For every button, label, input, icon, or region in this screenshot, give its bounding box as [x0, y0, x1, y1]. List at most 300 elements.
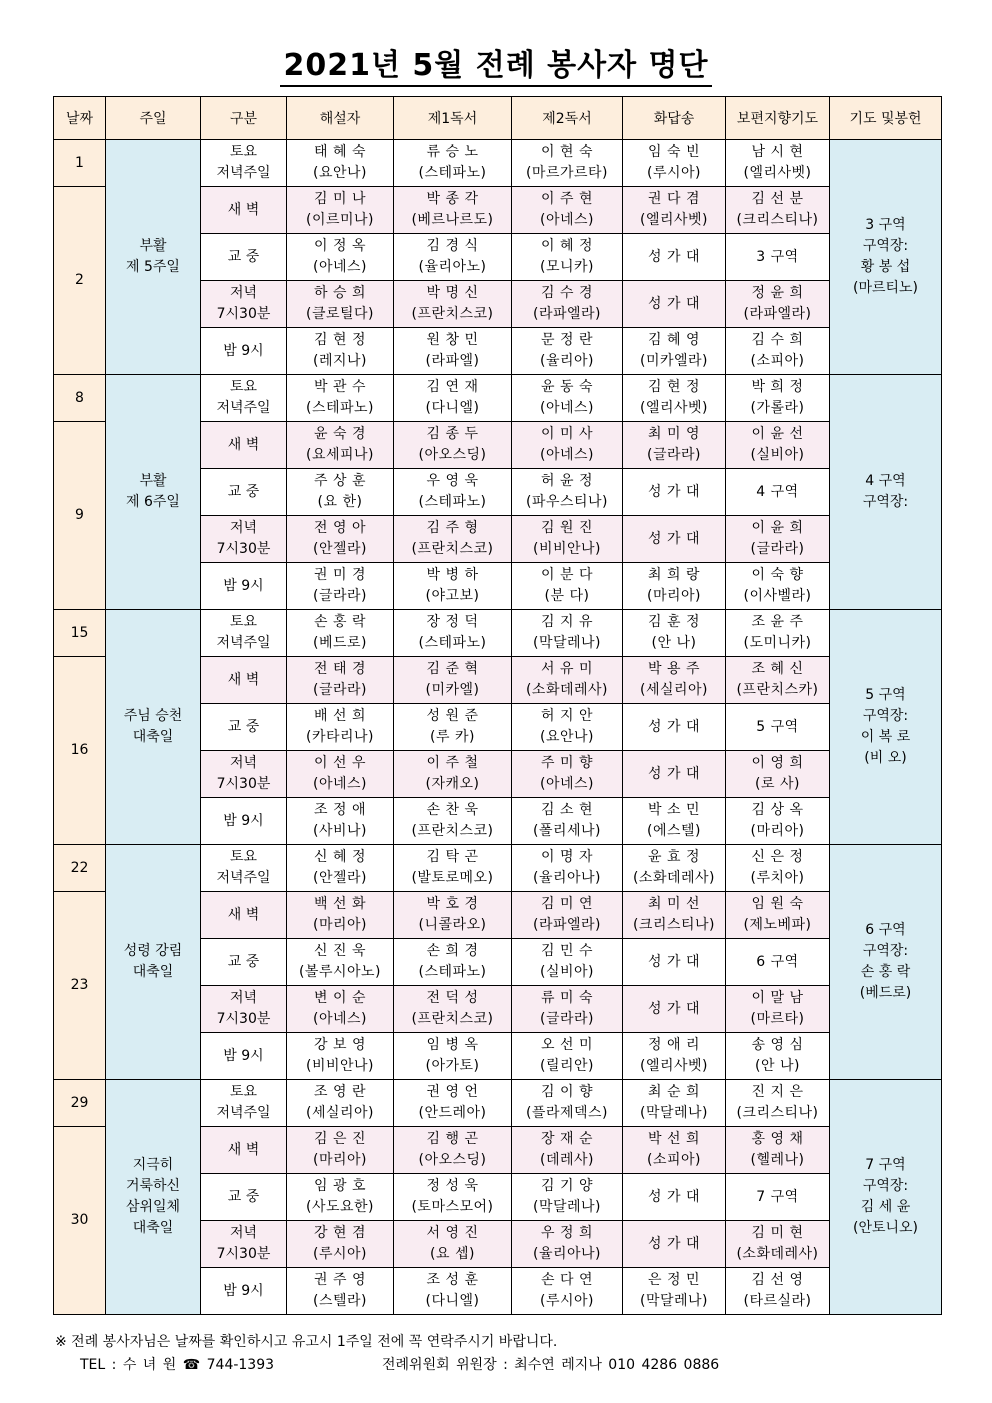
line: 김 혜 영 — [648, 332, 700, 348]
line: 7 구역 — [865, 1157, 906, 1173]
line: (라파엘라) — [532, 917, 602, 933]
reading1-cell — [394, 1080, 512, 1127]
line: 부활 — [139, 238, 167, 254]
line: (베르나르도) — [411, 212, 494, 228]
line: 이 복 로 — [860, 729, 911, 745]
reading2-cell — [512, 469, 623, 516]
line: (크리스티나) — [736, 1105, 819, 1121]
commentator-cell — [287, 563, 394, 610]
line: 박 종 각 — [426, 191, 479, 207]
psalm-cell — [623, 610, 726, 657]
reading1-cell — [394, 986, 512, 1033]
line: (라파엘) — [425, 353, 480, 369]
line: (엘리사벳) — [743, 165, 812, 181]
line: (소피아) — [647, 1152, 701, 1168]
line: 손 홍 락 — [314, 614, 366, 630]
gubun-cell — [201, 234, 287, 281]
line: 김 기 양 — [541, 1178, 593, 1194]
reading2-cell — [512, 1174, 623, 1221]
reading2-cell — [512, 1127, 623, 1174]
reading1-cell — [394, 610, 512, 657]
reading2-cell — [512, 939, 623, 986]
line: 장 재 순 — [541, 1131, 593, 1147]
line: (사도요한) — [305, 1199, 375, 1215]
line: (요세피나) — [305, 447, 375, 463]
date-cell: 9 — [54, 422, 106, 610]
line: (프란치스코) — [411, 541, 494, 557]
line: 김 현 정 — [648, 379, 700, 395]
header-row — [54, 97, 942, 140]
line: 허 윤 정 — [541, 473, 593, 489]
commentator-cell — [287, 1174, 394, 1221]
line: 성 가 대 — [648, 295, 700, 312]
offering-cell — [830, 375, 942, 610]
line: 토요 — [229, 614, 258, 630]
line: (가롤라) — [750, 400, 805, 416]
psalm-cell — [623, 1127, 726, 1174]
line: (아네스) — [540, 400, 594, 416]
line: (스테파노) — [305, 400, 375, 416]
intercessions-cell — [726, 1033, 830, 1080]
psalm-cell — [623, 469, 726, 516]
line: (다니엘) — [425, 1293, 480, 1309]
line: 6 구역 — [756, 953, 799, 970]
commentator-cell — [287, 328, 394, 375]
psalm-cell — [623, 1268, 726, 1315]
line: 저녁 — [229, 990, 258, 1006]
line: 원 창 민 — [426, 332, 479, 348]
line: 저녁주일 — [216, 870, 271, 886]
line: 김 탁 곤 — [426, 849, 479, 865]
reading1-cell — [394, 422, 512, 469]
reading2-cell — [512, 657, 623, 704]
psalm-cell — [623, 234, 726, 281]
reading1-cell — [394, 375, 512, 422]
line: (스테파노) — [418, 494, 487, 510]
line: (비 오) — [864, 750, 907, 766]
reading1-cell — [394, 234, 512, 281]
line: 7시30분 — [216, 1246, 271, 1262]
line: (실비아) — [750, 447, 805, 463]
date-cell: 1 — [54, 140, 106, 187]
line: (세실리아) — [305, 1105, 375, 1121]
line: (실비아) — [540, 964, 594, 980]
psalm-cell — [623, 422, 726, 469]
line: (루시아) — [313, 1246, 367, 1262]
reading1-cell — [394, 1268, 512, 1315]
line: 7시30분 — [216, 541, 271, 557]
psalm-cell — [623, 140, 726, 187]
commentator-cell — [287, 422, 394, 469]
offering-cell — [830, 845, 942, 1080]
line: 6 구역 — [865, 922, 906, 938]
line: (제노베파) — [743, 917, 812, 933]
line: 김 원 진 — [541, 520, 593, 536]
line: (엘리사벳) — [639, 400, 709, 416]
line: 이 영 희 — [751, 755, 804, 771]
date-cell: 8 — [54, 375, 106, 422]
psalm-cell — [623, 704, 726, 751]
gubun-cell — [201, 281, 287, 328]
reading1-cell — [394, 563, 512, 610]
line: (프란치스코) — [411, 823, 494, 839]
reading2-cell — [512, 798, 623, 845]
line: (요안나) — [313, 165, 367, 181]
line: 밤 9시 — [223, 577, 264, 594]
line: (릴리안) — [540, 1058, 594, 1074]
line: 새 벽 — [227, 1141, 260, 1158]
line: (요안나) — [540, 729, 594, 745]
line: 신 은 정 — [751, 849, 804, 865]
line: 이 미 사 — [541, 426, 593, 442]
line: (마르타) — [750, 1011, 805, 1027]
gubun-cell — [201, 1080, 287, 1127]
line: (아네스) — [313, 776, 367, 792]
line: (플라제덱스) — [525, 1105, 609, 1121]
psalm-cell — [623, 845, 726, 892]
line: (안젤라) — [313, 541, 367, 557]
line: 구역장: — [862, 1178, 909, 1194]
psalm-cell — [623, 1033, 726, 1080]
line: 백 선 화 — [314, 896, 366, 912]
line: (안 나) — [755, 1058, 800, 1074]
line: 김 수 경 — [541, 285, 593, 301]
gubun-cell — [201, 1127, 287, 1174]
gubun-cell — [201, 751, 287, 798]
reading2-cell — [512, 610, 623, 657]
line: 구역장: — [862, 943, 909, 959]
date-cell: 16 — [54, 657, 106, 845]
sunday-cell — [106, 610, 201, 845]
line: (안드레아) — [418, 1105, 487, 1121]
reading1-cell — [394, 845, 512, 892]
gubun-cell — [201, 563, 287, 610]
line: (분 다) — [544, 588, 590, 604]
line: (데레사) — [540, 1152, 594, 1168]
line: (글라라) — [313, 682, 367, 698]
line: (사비나) — [313, 823, 367, 839]
line: (베드로) — [313, 635, 367, 651]
line: 우 정 희 — [541, 1225, 593, 1241]
line: 구역장: — [862, 708, 909, 724]
line: 진 지 은 — [751, 1084, 804, 1100]
line: 손 다 연 — [541, 1272, 593, 1288]
commentator-cell — [287, 751, 394, 798]
reading2-cell — [512, 187, 623, 234]
line: (마리아) — [313, 1152, 367, 1168]
line: 윤 숙 경 — [314, 426, 366, 442]
psalm-cell — [623, 751, 726, 798]
line: (스테파노) — [418, 165, 487, 181]
line: 김 훈 정 — [648, 614, 700, 630]
line: 7시30분 — [216, 776, 271, 792]
line: 박 소 민 — [648, 802, 700, 818]
line: 저녁주일 — [216, 400, 271, 416]
line: (글라라) — [313, 588, 367, 604]
psalm-cell — [623, 187, 726, 234]
schedule-table — [53, 96, 942, 1315]
reading2-cell — [512, 845, 623, 892]
date-cell: 29 — [54, 1080, 106, 1127]
line: 김 소 현 — [541, 802, 593, 818]
intercessions-cell — [726, 798, 830, 845]
line: 이 분 다 — [541, 567, 593, 583]
line: (아네스) — [540, 212, 594, 228]
reading2-cell — [512, 751, 623, 798]
commentator-cell — [287, 610, 394, 657]
line: 대축일 — [132, 1220, 174, 1236]
table-row — [54, 140, 942, 187]
gubun-cell — [201, 328, 287, 375]
sunday-cell — [106, 140, 201, 375]
line: 조 윤 주 — [751, 614, 804, 630]
reading1-cell — [394, 751, 512, 798]
reading2-cell — [512, 1221, 623, 1268]
reading1-cell — [394, 516, 512, 563]
reading1-cell — [394, 1033, 512, 1080]
line: 임 광 호 — [314, 1178, 366, 1194]
line: (마리아) — [750, 823, 805, 839]
psalm-cell — [623, 375, 726, 422]
line: (프란치스카) — [736, 682, 819, 698]
line: 최 순 희 — [648, 1084, 700, 1100]
table-row — [54, 375, 942, 422]
line: 이 주 철 — [426, 755, 479, 771]
line: 주님 승천 — [123, 708, 183, 724]
line: 성 가 대 — [648, 953, 700, 970]
line: 최 희 랑 — [648, 567, 700, 583]
line: 토요 — [229, 1084, 258, 1100]
reading1-cell — [394, 281, 512, 328]
line: 거룩하신 — [125, 1178, 181, 1194]
line: 권 미 경 — [314, 567, 366, 583]
gubun-cell — [201, 140, 287, 187]
line: 부활 — [139, 473, 167, 489]
line: 박 희 정 — [751, 379, 804, 395]
commentator-cell — [287, 187, 394, 234]
line: 성 가 대 — [648, 1000, 700, 1017]
reading1-cell — [394, 1174, 512, 1221]
line: 신 혜 정 — [314, 849, 366, 865]
line: (레지나) — [313, 353, 367, 369]
line: (아오스딩) — [418, 1152, 487, 1168]
commentator-cell — [287, 516, 394, 563]
line: (크리스티나) — [736, 212, 819, 228]
reading1-cell — [394, 1221, 512, 1268]
header-reading1: 제1독서 — [394, 97, 512, 140]
date-cell: 2 — [54, 187, 106, 375]
line: 태 혜 숙 — [314, 144, 366, 160]
line: 성 가 대 — [648, 765, 700, 782]
reading2-cell — [512, 1268, 623, 1315]
line: (소화데레사) — [632, 870, 716, 886]
line: 김 은 진 — [314, 1131, 366, 1147]
footer-contact — [80, 1354, 720, 1374]
line: (다니엘) — [425, 400, 480, 416]
header-psalm: 화답송 — [623, 97, 726, 140]
line: 정 애 리 — [648, 1037, 700, 1053]
line: (소화데레사) — [525, 682, 609, 698]
reading1-cell — [394, 657, 512, 704]
line: 조 영 란 — [314, 1084, 366, 1100]
line: 교 중 — [227, 483, 260, 500]
intercessions-cell — [726, 1268, 830, 1315]
sunday-cell — [106, 1080, 201, 1315]
line: (비비안나) — [305, 1058, 375, 1074]
intercessions-cell — [726, 1127, 830, 1174]
commentator-cell — [287, 281, 394, 328]
line: 변 이 순 — [314, 990, 366, 1006]
line: (안젤라) — [313, 870, 367, 886]
intercessions-cell — [726, 892, 830, 939]
gubun-cell — [201, 1033, 287, 1080]
line: 성 가 대 — [648, 483, 700, 500]
line: 이 선 우 — [314, 755, 366, 771]
line: 권 다 겸 — [648, 191, 700, 207]
line: 손 찬 욱 — [426, 802, 479, 818]
line: 황 봉 섭 — [860, 259, 911, 275]
intercessions-cell — [726, 187, 830, 234]
line: 임 숙 빈 — [648, 144, 700, 160]
line: 저녁 — [229, 285, 258, 301]
intercessions-cell — [726, 657, 830, 704]
line: (크리스티나) — [632, 917, 716, 933]
commentator-cell — [287, 892, 394, 939]
commentator-cell — [287, 140, 394, 187]
line: (발토로메오) — [411, 870, 494, 886]
line: 김 미 나 — [314, 191, 366, 207]
line: 강 현 겸 — [314, 1225, 366, 1241]
commentator-cell — [287, 704, 394, 751]
header-offering: 기도 및봉헌 — [830, 97, 942, 140]
line: (세실리아) — [639, 682, 709, 698]
line: 박 관 수 — [314, 379, 366, 395]
intercessions-cell — [726, 563, 830, 610]
reading1-cell — [394, 469, 512, 516]
line: (율리아) — [540, 353, 594, 369]
reading1-cell — [394, 704, 512, 751]
line: 김 수 희 — [751, 332, 804, 348]
line: 김 세 윤 — [860, 1199, 911, 1215]
psalm-cell — [623, 986, 726, 1033]
line: 김 지 유 — [541, 614, 593, 630]
commentator-cell — [287, 845, 394, 892]
intercessions-cell — [726, 1080, 830, 1127]
line: 5 구역 — [756, 718, 799, 735]
header-sunday: 주일 — [106, 97, 201, 140]
gubun-cell — [201, 422, 287, 469]
line: 김 이 향 — [541, 1084, 593, 1100]
line: (막달레나) — [532, 1199, 602, 1215]
line: 서 영 진 — [426, 1225, 479, 1241]
commentator-cell — [287, 375, 394, 422]
line: 저녁 — [229, 755, 258, 771]
line: 7시30분 — [216, 1011, 271, 1027]
line: 윤 동 숙 — [541, 379, 593, 395]
intercessions-cell — [726, 751, 830, 798]
line: 김 상 옥 — [751, 802, 804, 818]
reading2-cell — [512, 892, 623, 939]
line: 교 중 — [227, 1188, 260, 1205]
line: 성 원 준 — [426, 708, 479, 724]
line: (막달레나) — [532, 635, 602, 651]
line: (미카엘라) — [639, 353, 709, 369]
sunday-cell — [106, 845, 201, 1080]
line: (엘리사벳) — [639, 1058, 709, 1074]
line: (파우스티나) — [525, 494, 609, 510]
intercessions-cell — [726, 939, 830, 986]
date-cell: 23 — [54, 892, 106, 1080]
line: (카타리나) — [305, 729, 375, 745]
line: 최 미 선 — [648, 896, 700, 912]
psalm-cell — [623, 563, 726, 610]
line: 김 행 곤 — [426, 1131, 479, 1147]
line: (미카엘) — [425, 682, 480, 698]
line: 박 병 하 — [426, 567, 479, 583]
line: 토요 — [229, 379, 258, 395]
line: 윤 효 정 — [648, 849, 700, 865]
line: 5 구역 — [865, 687, 906, 703]
psalm-cell — [623, 281, 726, 328]
gubun-cell — [201, 610, 287, 657]
line: (율리아노) — [418, 259, 487, 275]
reading2-cell — [512, 422, 623, 469]
line: 주 미 향 — [541, 755, 593, 771]
line: (루치아) — [750, 870, 805, 886]
line: 김 민 수 — [541, 943, 593, 959]
table-row — [54, 845, 942, 892]
line: (스테파노) — [418, 635, 487, 651]
line: 김 주 형 — [426, 520, 479, 536]
commentator-cell — [287, 657, 394, 704]
line: (볼루시아노) — [298, 964, 382, 980]
reading2-cell — [512, 1033, 623, 1080]
footer-chair: 전례위원회 위원장 : 최수연 레지나 010 4286 0886 — [382, 1357, 720, 1373]
line: 성령 강림 — [123, 943, 183, 959]
line: 우 영 욱 — [426, 473, 479, 489]
line: 김 선 영 — [751, 1272, 804, 1288]
line: (모니카) — [540, 259, 594, 275]
line: (로 사) — [755, 776, 800, 792]
line: 박 용 주 — [648, 661, 700, 677]
line: 4 구역 — [756, 483, 799, 500]
line: (소화데레사) — [736, 1246, 819, 1262]
line: (타르실라) — [743, 1293, 812, 1309]
header-gubun: 구분 — [201, 97, 287, 140]
line: 신 진 욱 — [314, 943, 366, 959]
offering-cell — [830, 1080, 942, 1315]
line: 서 유 미 — [541, 661, 593, 677]
psalm-cell — [623, 1221, 726, 1268]
line: 새 벽 — [227, 906, 260, 923]
gubun-cell — [201, 986, 287, 1033]
line: (율리아나) — [532, 1246, 602, 1262]
line: 조 정 애 — [314, 802, 366, 818]
table-row — [54, 1080, 942, 1127]
gubun-cell — [201, 1268, 287, 1315]
reading2-cell — [512, 328, 623, 375]
line: 구역장: — [862, 494, 909, 510]
line: (클로틸다) — [305, 306, 375, 322]
commentator-cell — [287, 798, 394, 845]
line: 밤 9시 — [223, 812, 264, 829]
gubun-cell — [201, 798, 287, 845]
intercessions-cell — [726, 986, 830, 1033]
intercessions-cell — [726, 610, 830, 657]
line: (스테파노) — [418, 964, 487, 980]
line: (소피아) — [750, 353, 805, 369]
line: (엘리사벳) — [639, 212, 709, 228]
